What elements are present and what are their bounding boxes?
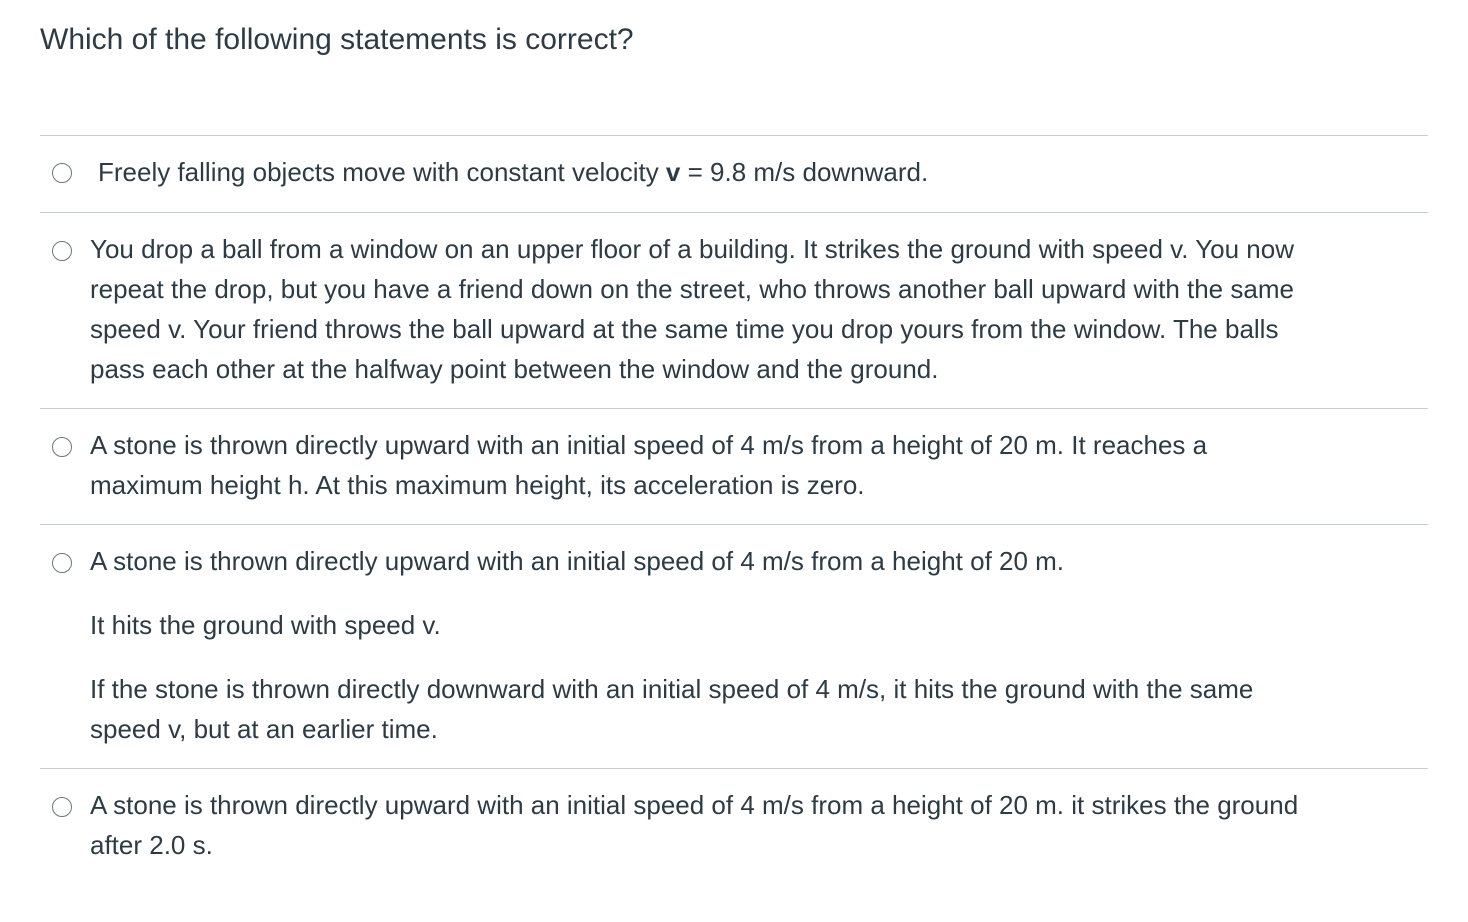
answer-line: speed v. Your friend throws the ball upward at the same time you drop yours from the window. The balls (90, 314, 1279, 344)
answer-text (98, 152, 1428, 192)
answer-list (40, 135, 1428, 918)
answer-line: speed v, but at an earlier time. (90, 714, 438, 744)
radio-button[interactable] (52, 797, 72, 817)
answer-paragraph-1: A stone is thrown directly upward with an initial speed of 4 m/s from a height of 20 m. (90, 546, 1065, 576)
answer-text-after: = 9.8 m/s downward. (680, 157, 929, 187)
radio-button[interactable] (52, 241, 72, 261)
answer-line (98, 152, 1428, 192)
radio-button[interactable] (52, 163, 72, 183)
question-text: Which of the following statements is correct? (40, 23, 634, 56)
velocity-symbol: v (665, 157, 681, 187)
answer-option-2[interactable] (40, 212, 1428, 408)
answer-line: repeat the drop, but you have a friend down on the street, who throws another ball upward with the same (90, 274, 1294, 304)
answer-line: You drop a ball from a window on an upper floor of a building. It strikes the ground with speed v. You now (90, 234, 1294, 264)
answer-option-4[interactable] (40, 524, 1428, 768)
radio-button[interactable] (52, 437, 72, 457)
answer-line: maximum height h. At this maximum height, its acceleration is zero. (90, 470, 865, 500)
answer-line: after 2.0 s. (90, 830, 213, 860)
answer-text (90, 785, 1428, 865)
answer-text (90, 229, 1428, 389)
radio-button[interactable] (52, 553, 72, 573)
answer-option-1[interactable] (40, 135, 1428, 212)
answer-option-5[interactable] (40, 768, 1428, 918)
answer-text (90, 425, 1428, 505)
answer-text-before: Freely falling objects move with constant velocity (98, 157, 666, 187)
answer-paragraph-3: If the stone is thrown directly downward with an initial speed of 4 m/s, it hits the ground with the same (90, 674, 1254, 704)
answer-line: pass each other at the halfway point between the window and the ground. (90, 354, 939, 384)
answer-paragraph-2: It hits the ground with speed v. (90, 610, 441, 640)
answer-text (90, 541, 1428, 749)
answer-line: A stone is thrown directly upward with an initial speed of 4 m/s from a height of 20 m. it strikes the ground (90, 790, 1299, 820)
answer-line: A stone is thrown directly upward with an initial speed of 4 m/s from a height of 20 m. It reaches a (90, 430, 1208, 460)
answer-option-3[interactable] (40, 408, 1428, 524)
